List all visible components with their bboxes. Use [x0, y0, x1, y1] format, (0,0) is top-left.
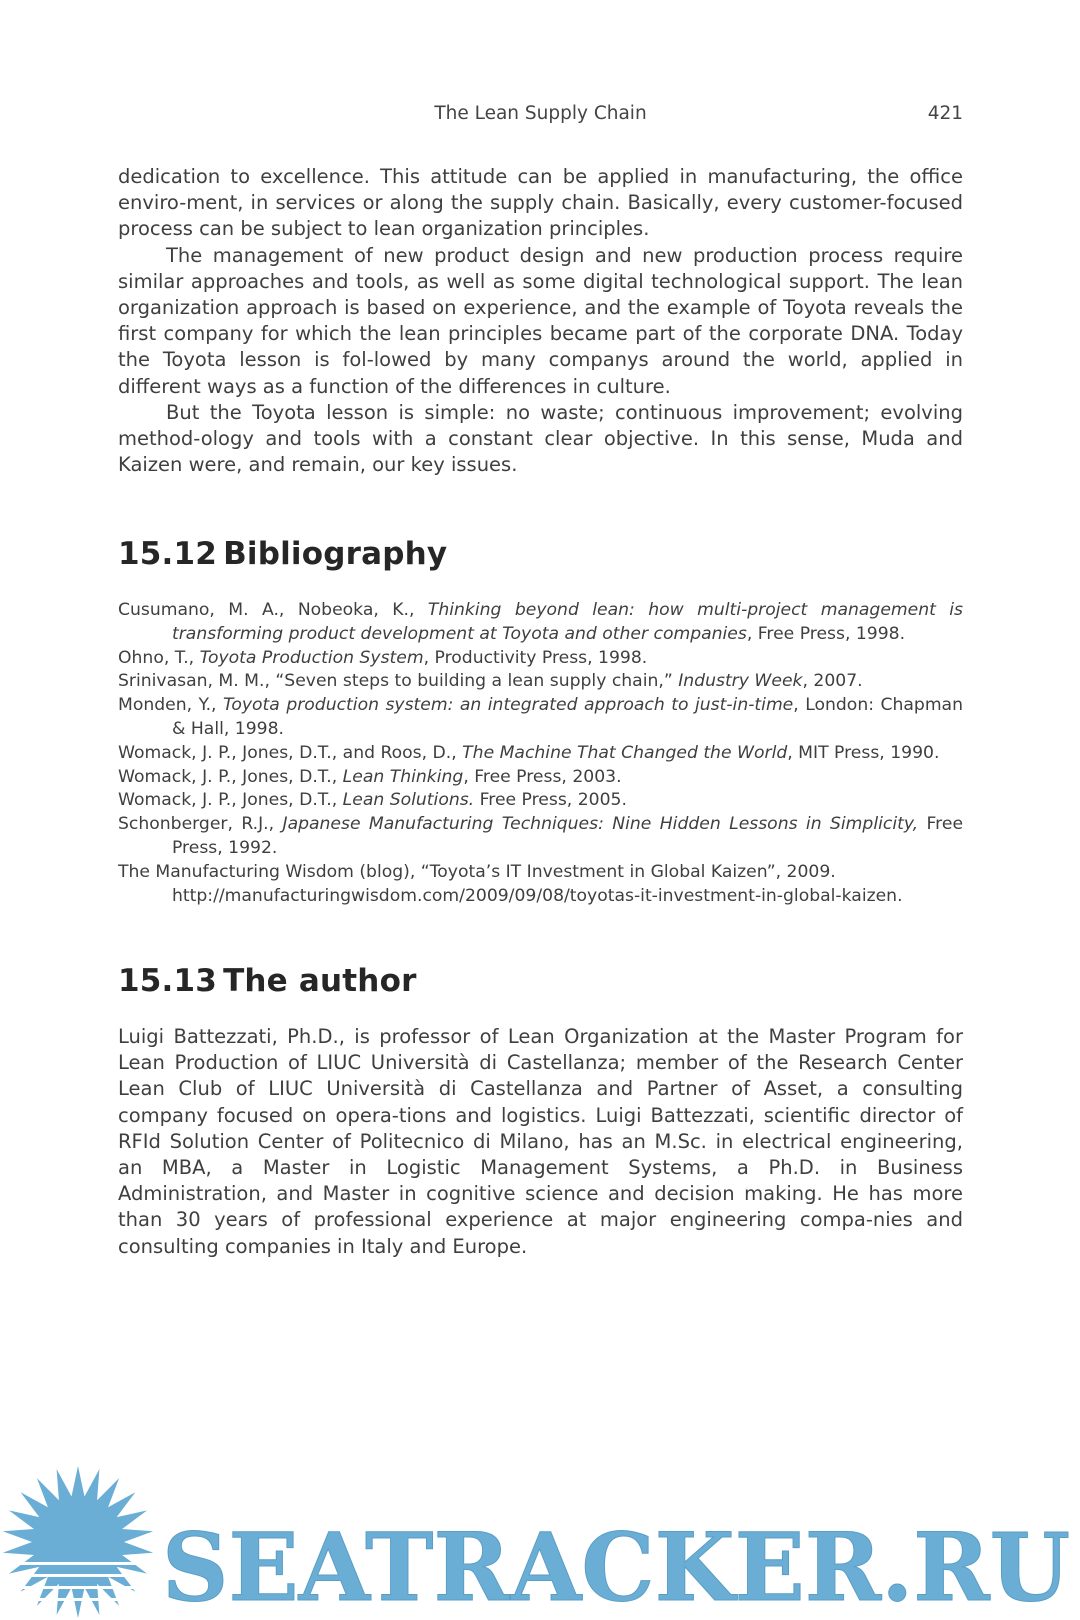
bibliography-entry	[118, 694, 963, 742]
entry-authors: Womack, J. P., Jones, D.T., and Roos, D.,	[118, 742, 463, 763]
author-bio	[118, 1024, 963, 1260]
running-head	[118, 103, 963, 131]
entry-publisher: , Free Press, 1998.	[746, 623, 906, 644]
entry-authors: Schonberger, R.J.,	[118, 814, 283, 835]
bibliography-entry	[118, 789, 963, 813]
entry-publisher: , London: Chapman & Hall, 1998.	[172, 695, 963, 739]
running-head-title: The Lean Supply Chain	[434, 103, 647, 124]
section-title: Bibliography	[223, 536, 448, 572]
bibliography-list	[118, 599, 963, 908]
bibliography-entry	[118, 813, 963, 861]
entry-authors: Monden, Y.,	[118, 695, 223, 716]
entry-authors: Cusumano, M. A., Nobeoka, K.,	[118, 600, 428, 620]
section-number: 15.13	[118, 963, 218, 999]
bibliography-entry	[118, 742, 963, 766]
entry-title: Industry Week	[678, 671, 803, 692]
section-number: 15.12	[118, 536, 218, 572]
entry-authors: Ohno, T.,	[118, 647, 200, 668]
paragraph: Luigi Battezzati, Ph.D., is professor of Lean Organization at the Master Program for Lean Production of LIUC Università di Castellanza; member of the Research Center Lean Club of LIUC Università di Castellanza and Partner of Asset, a consulting company focused on opera-tions and logistics. Luigi Battezzati, scientific director of RFId Solution Center of Politecnico di Milano, has an M.Sc. in electrical engineering, an MBA, a Master in Logistic Management Systems, a Ph.D. in Business Administration, and Master in cognitive science and decision making. He has more than 30 years of professional experience at major engineering compa-nies and consulting companies in Italy and Europe.	[118, 1025, 963, 1258]
section-heading-bibliography	[118, 536, 447, 572]
entry-authors: Womack, J. P., Jones, D.T.,	[118, 766, 343, 787]
entry-publisher: , Free Press, 2003.	[463, 766, 622, 787]
bibliography-entry	[118, 599, 963, 647]
watermark	[0, 1462, 1080, 1620]
entry-title: Lean Thinking	[342, 766, 464, 787]
entry-title: The Machine That Changed the World	[462, 742, 788, 763]
entry-title: Toyota Production System	[199, 647, 424, 668]
page-number: 421	[927, 103, 963, 124]
intro-text	[118, 164, 963, 478]
entry-title: Japanese Manufacturing Techniques: Nine Hidden Lessons in Simplicity,	[282, 814, 919, 835]
paragraph: dedication to excellence. This attitude can be applied in manufacturing, the office enviro-ment, in services or along the supply chain. Basically, every customer-focused process can be subject to lean organization principles.	[118, 165, 963, 241]
entry-publisher: , MIT Press, 1990.	[787, 742, 940, 763]
section-title: The author	[223, 963, 417, 999]
paragraph: But the Toyota lesson is simple: no waste; continuous improvement; evolving method-ology and tools with a constant clear objective. In this sense, Muda and Kaizen were, and remain, our key issues.	[118, 400, 963, 477]
entry-title: Toyota production system: an integrated approach to just-in-time	[222, 695, 794, 716]
entry-publisher: Free Press, 1992.	[172, 814, 964, 858]
entry-publisher: , Productivity Press, 1998.	[423, 647, 648, 668]
bibliography-entry	[118, 766, 963, 790]
entry-title: Lean Solutions.	[342, 790, 475, 811]
bibliography-entry	[118, 647, 963, 671]
entry-authors: The Manufacturing Wisdom (blog), “Toyota’s IT Investment in Global Kaizen”, 2009.	[118, 861, 836, 882]
bibliography-url: http://manufacturingwisdom.com/2009/09/08/toyotas-it-investment-in-global-kaizen.	[172, 885, 903, 906]
entry-authors: Womack, J. P., Jones, D.T.,	[118, 790, 343, 811]
bibliography-entry	[118, 861, 963, 885]
paragraph: The management of new product design and new production process require similar approaches and tools, as well as some digital technological support. The lean organization approach is based on experience, and the example of Toyota reveals the first company for which the lean principles became part of the corporate DNA. Today the Toyota lesson is fol-lowed by many companys around the world, applied in different ways as a function of the differences in culture.	[118, 243, 963, 398]
entry-authors: Srinivasan, M. M., “Seven steps to building a lean supply chain,”	[118, 671, 679, 692]
entry-title: Thinking beyond lean: how multi-project management is transforming product development at Toyota and other companies	[172, 600, 963, 644]
watermark-text: SEATRACKER.RU	[162, 1513, 1070, 1620]
entry-publisher: , 2007.	[802, 671, 863, 692]
entry-publisher: Free Press, 2005.	[474, 790, 627, 811]
bibliography-entry	[118, 670, 963, 694]
section-heading-author	[118, 963, 417, 999]
sun-icon	[0, 1466, 160, 1618]
